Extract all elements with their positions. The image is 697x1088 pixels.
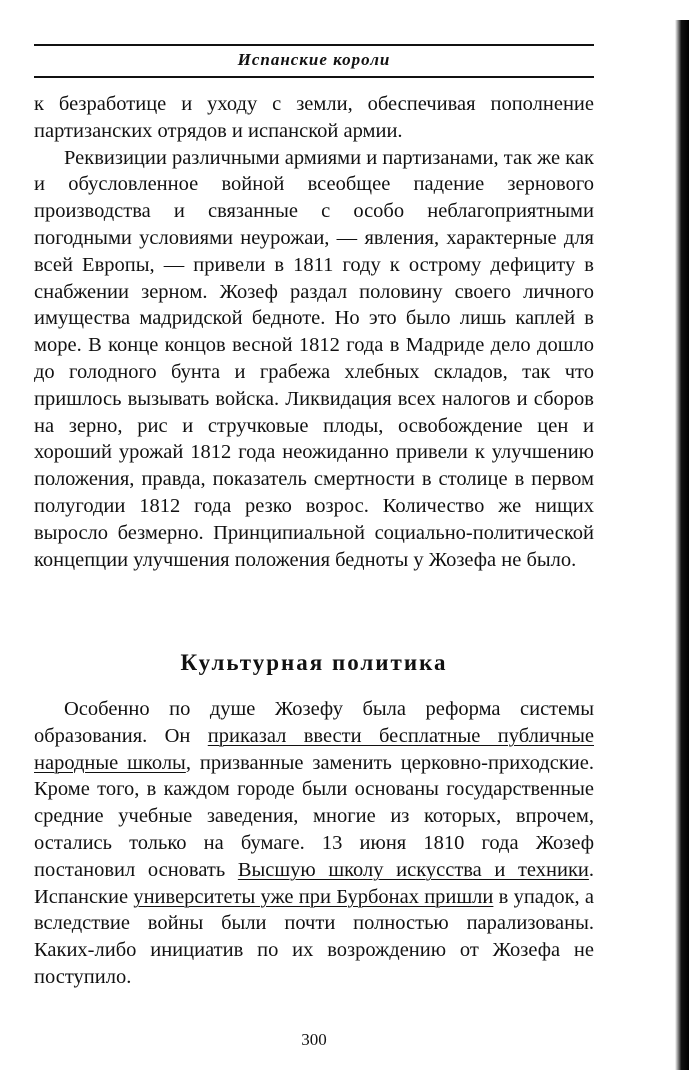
paragraph-3-part-3: . Испанские: [34, 858, 595, 908]
underlined-phrase-schools: приказал ввести бесплатные публичные народные школы: [34, 724, 594, 774]
paragraph-3-part-1: Особенно по душе Жозефу была реформа системы образования. Он: [34, 698, 594, 747]
paragraph-3-part-4: в упадок, а вследствие войны были почти полностью парализованы. Каких-либо инициатив по их возрождению от Жозефа не поступило.: [34, 885, 594, 988]
running-title: Испанские короли: [237, 50, 391, 69]
header-rule-top: [34, 44, 594, 46]
paragraph-2: Реквизиции различными армиями и партизанами, так же как и обусловленное войной всеобщее падение зернового производства и связанные с особо неблагоприятными погодными условиями неурожаи, — явления, характерные для всей Европы, — привели в 1811 году к острому дефициту в снабжении зерном. Жозеф раздал половину своего личного имущества мадридской бедноте. Но это было лишь каплей в море. В конце концов весной 1812 года в Мадриде дело дошло до голодного бунта и грабежа хлебных складов, так что пришлось вызывать войска. Ликвидация всех налогов и сборов на зерно, рис и стручковые плоды, освобождение цен и хороший урожай 1812 года неожиданно привели к улучшению положения, правда, показатель смертности в столице в первом полугодии 1812 года резко возрос. Количество же нищих выросло безмерно. Принципиальной социально-политической концепции улучшения положения бедноты у Жозефа не было.: [34, 146, 594, 571]
paragraph-1: к безработице и уходу с земли, обеспечивая пополнение партизанских отрядов и испанской армии.: [34, 93, 594, 142]
section-heading: Культурная политика: [180, 650, 448, 675]
paragraph-3: [34, 696, 594, 991]
body-text-bottom: [34, 696, 594, 991]
underlined-phrase-universities: университеты уже при Бурбонах пришли: [133, 885, 494, 908]
book-page-edge: [675, 20, 689, 1070]
underlined-phrase-higher-school: Высшую школу искусства и техники: [237, 858, 589, 881]
body-text-top: [34, 91, 594, 573]
paragraph-3-part-2: , призванные заменить церковно-приходские. Кроме того, в каждом городе были основаны государственные средние учебные заведения, многие из которых, впрочем, остались только на бумаге. 13 июня 1810 года Жозеф постановил основать: [34, 751, 594, 881]
page-number: 300: [301, 1030, 327, 1049]
header-rule-bottom: [34, 76, 594, 78]
